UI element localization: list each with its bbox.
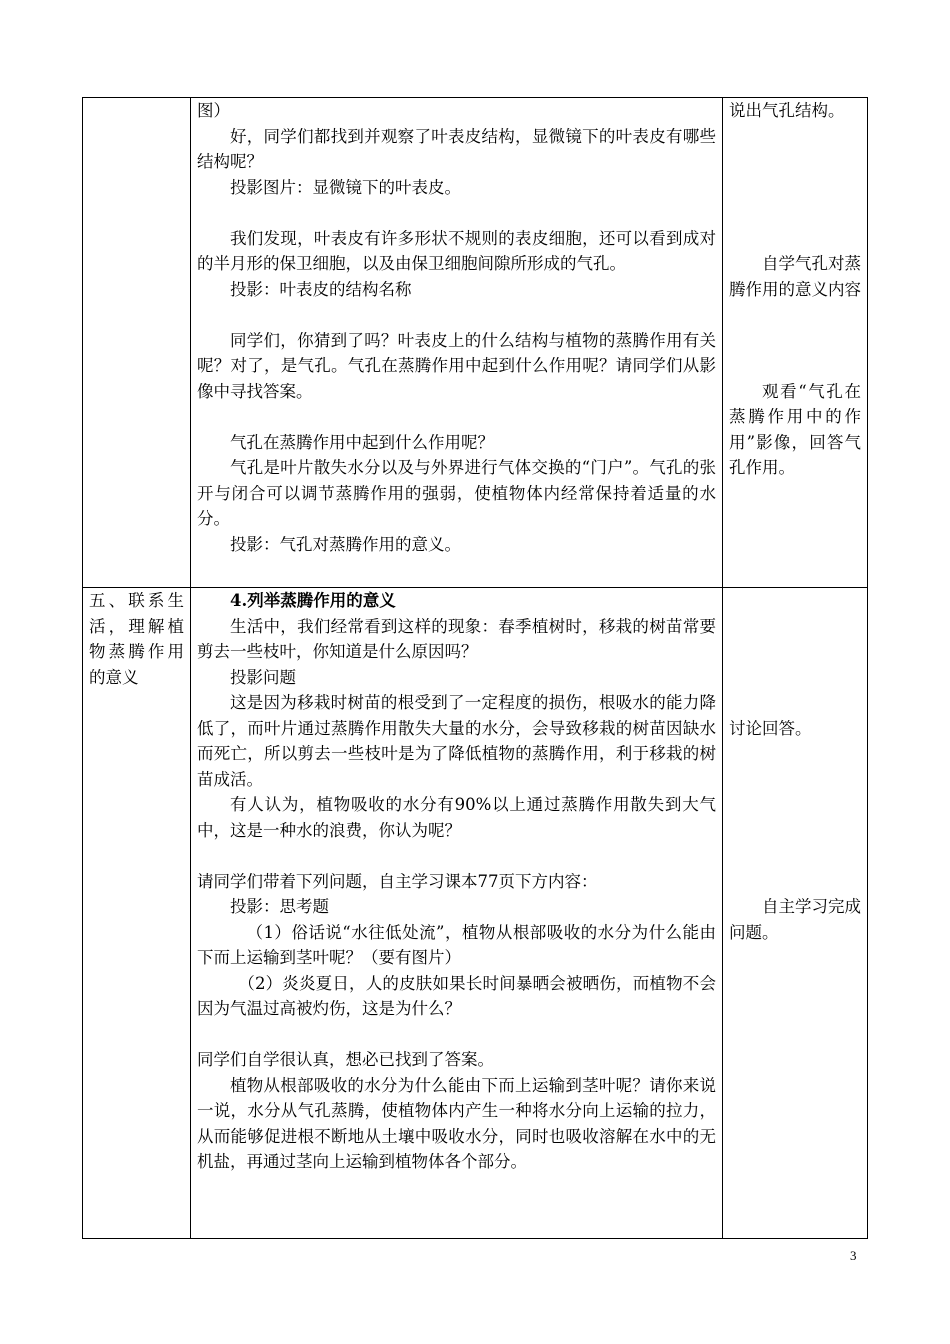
paragraph: 气孔是叶片散失水分以及与外界进行气体交换的“门户”。气孔的张开与闭合可以调节蒸腾作用的强弱，使植物体内经常保持着适量的水分。 bbox=[197, 458, 716, 528]
student-activity-cell bbox=[723, 98, 868, 588]
blank-line bbox=[729, 200, 861, 226]
paragraph: 图） bbox=[197, 101, 230, 120]
page-number: 3 bbox=[850, 1248, 857, 1263]
blank-line bbox=[729, 353, 861, 379]
blank-line bbox=[197, 200, 716, 226]
paragraph: 投影：思考题 bbox=[230, 897, 329, 916]
lesson-plan-table bbox=[82, 97, 868, 1239]
paragraph: 这是因为移栽时树苗的根受到了一定程度的损伤，根吸水的能力降低了，而叶片通过蒸腾作用散失大量的水分，会导致移栽的树苗因缺水而死亡，所以剪去一些枝叶是为了降低植物的蒸腾作用，利于移栽的树苗成活。 bbox=[197, 693, 716, 789]
blank-line bbox=[729, 639, 861, 665]
paragraph: 同学们，你猜到了吗？叶表皮上的什么结构与植物的蒸腾作用有关呢？对了，是气孔。气孔在蒸腾作用中起到什么作用呢？请同学们从影像中寻找答案。 bbox=[197, 330, 716, 401]
paragraph: 请同学们带着下列问题，自主学习课本77页下方内容： bbox=[197, 871, 598, 891]
blank-line bbox=[197, 302, 716, 328]
blank-line bbox=[729, 588, 861, 614]
paragraph: 观看“气孔在蒸腾作用中的作用”影像，回答气孔作用。 bbox=[729, 381, 861, 477]
blank-line bbox=[197, 843, 716, 869]
paragraph: 投影图片：显微镜下的叶表皮。 bbox=[230, 177, 461, 197]
blank-line bbox=[729, 149, 861, 175]
blank-line bbox=[729, 690, 861, 716]
blank-line bbox=[729, 614, 861, 640]
paragraph: 有人认为，植物吸收的水分有90%以上通过蒸腾作用散失到大气中，这是一种水的浪费，你认为呢？ bbox=[197, 795, 716, 840]
paragraph: 同学们自学很认真，想必已找到了答案。 bbox=[197, 1050, 494, 1069]
paragraph: 投影问题 bbox=[230, 667, 296, 687]
blank-line bbox=[729, 741, 861, 767]
blank-line bbox=[197, 1022, 716, 1048]
stage-cell bbox=[83, 588, 191, 1239]
blank-line bbox=[729, 767, 861, 793]
stage-cell bbox=[83, 98, 191, 588]
blank-line bbox=[729, 665, 861, 691]
paragraph: 好，同学们都找到并观察了叶表皮结构，显微镜下的叶表皮有哪些结构呢？ bbox=[197, 126, 716, 171]
blank-line bbox=[729, 124, 861, 150]
student-activity-cell bbox=[723, 588, 868, 1239]
paragraph: 投影：叶表皮的结构名称 bbox=[230, 279, 412, 299]
blank-line bbox=[729, 792, 861, 818]
paragraph: 我们发现，叶表皮有许多形状不规则的表皮细胞，还可以看到成对的半月形的保卫细胞，以及由保卫细胞间隙所形成的气孔。 bbox=[197, 228, 716, 273]
blank-line bbox=[729, 818, 861, 844]
paragraph: 说出气孔结构。 bbox=[729, 101, 845, 120]
paragraph: 自学气孔对蒸腾作用的意义内容 bbox=[729, 254, 861, 299]
paragraph: 自主学习完成问题。 bbox=[729, 897, 861, 942]
table-row bbox=[83, 98, 868, 588]
stage-label: 五、联系生活，理解植物蒸腾作用的意义 bbox=[89, 591, 184, 687]
blank-line bbox=[729, 302, 861, 328]
paragraph: 4.列举蒸腾作用的意义 bbox=[230, 591, 396, 610]
paragraph: （2）炎炎夏日，人的皮肤如果长时间暴晒会被晒伤，而植物不会因为气温过高被灼伤，这是为什么？ bbox=[197, 973, 716, 1018]
paragraph: （1）俗话说“水往低处流”，植物从根部吸收的水分为什么能由下而上运输到茎叶呢？（要有图片） bbox=[197, 922, 716, 967]
blank-line bbox=[729, 226, 861, 252]
paragraph: 生活中，我们经常看到这样的现象：春季植树时，移栽的树苗常要剪去一些枝叶，你知道是什么原因吗？ bbox=[197, 616, 716, 661]
teacher-activity-cell bbox=[191, 588, 723, 1239]
paragraph: 植物从根部吸收的水分为什么能由下而上运输到茎叶呢？请你来说一说，水分从气孔蒸腾，使植物体内产生一种将水分向上运输的拉力，从而能够促进根不断地从土壤中吸收水分，同时也吸收溶解在水中的无机盐，再通过茎向上运输到植物体各个部分。 bbox=[197, 1075, 716, 1171]
blank-line bbox=[729, 843, 861, 869]
blank-line bbox=[197, 404, 716, 430]
teacher-activity-cell bbox=[191, 98, 723, 588]
paragraph: 讨论回答。 bbox=[729, 718, 812, 738]
blank-line bbox=[729, 328, 861, 354]
blank-line bbox=[729, 869, 861, 895]
table-row bbox=[83, 588, 868, 1239]
blank-line bbox=[729, 175, 861, 201]
paragraph: 投影：气孔对蒸腾作用的意义。 bbox=[230, 534, 461, 554]
paragraph: 气孔在蒸腾作用中起到什么作用呢？ bbox=[230, 432, 494, 452]
